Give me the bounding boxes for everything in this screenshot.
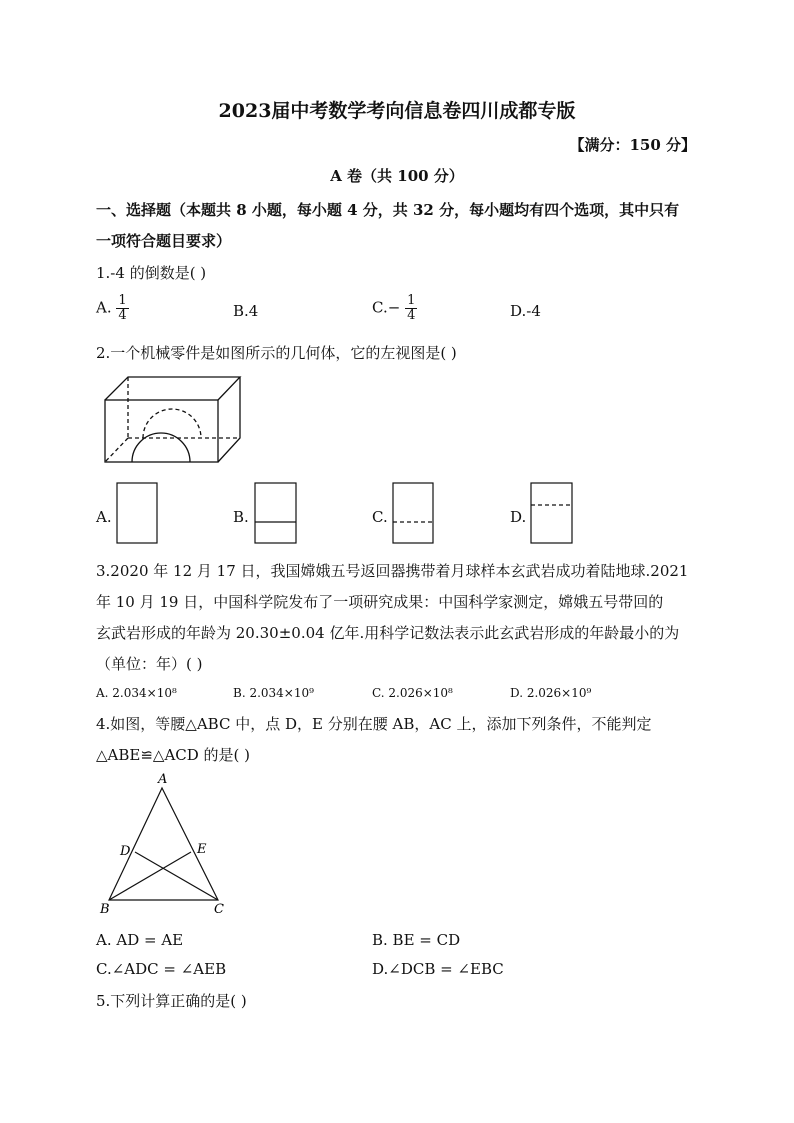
question-4-option-d[interactable]: D.∠DCB = ∠EBC: [372, 960, 504, 978]
question-4-line2: △ABE≌△ACD 的是( ): [96, 746, 251, 764]
question-1-option-d[interactable]: D.-4: [510, 302, 541, 320]
vertex-label-a: A: [158, 772, 168, 787]
question-4-line1: 4.如图，等腰△ABC 中，点 D，E 分别在腰 AB，AC 上，添加下列条件，不能判定: [96, 715, 652, 733]
paper-a-heading: A 卷（共 100 分）: [330, 167, 464, 185]
vertex-label-b: B: [100, 902, 110, 917]
page-title: 2023届中考数学考向信息卷四川成都专版: [218, 100, 576, 122]
question-3-line1: 3.2020 年 12 月 17 日，我国嫦娥五号返回器携带着月球样本玄武岩成功着陆地球.2021: [96, 562, 689, 580]
question-2-option-d-label[interactable]: D.: [510, 508, 527, 526]
point-label-e: E: [197, 842, 207, 857]
point-label-d: D: [120, 844, 131, 859]
question-3-option-b[interactable]: B. 2.034×10⁹: [233, 686, 314, 700]
fraction-numerator: 1: [118, 293, 127, 308]
question-1-option-b[interactable]: B.4: [233, 302, 259, 320]
question-2-stem: 2.一个机械零件是如图所示的几何体，它的左视图是( ): [96, 344, 457, 362]
question-3-option-c[interactable]: C. 2.026×10⁸: [372, 686, 453, 700]
question-4-option-b[interactable]: B. BE = CD: [372, 931, 461, 949]
section-heading-line2: 一项符合题目要求）: [96, 232, 232, 250]
vertex-label-c: C: [214, 902, 224, 917]
fraction-denominator: 4: [118, 308, 127, 323]
question-3-line4: （单位：年）( ): [96, 655, 203, 673]
full-score: 【满分：150 分】: [569, 136, 696, 154]
option-a-label: A.: [96, 298, 112, 317]
question-2-option-b-label[interactable]: B.: [233, 508, 249, 526]
question-4-option-a[interactable]: A. AD = AE: [96, 931, 184, 949]
option-c-label: C.−: [372, 298, 401, 317]
question-3-option-d[interactable]: D. 2.026×10⁹: [510, 686, 592, 700]
question-5-stem: 5.下列计算正确的是( ): [96, 992, 247, 1010]
question-2-option-a-label[interactable]: A.: [96, 508, 112, 526]
question-1-stem: 1.-4 的倒数是( ): [96, 264, 207, 282]
segment-eb: [109, 852, 191, 900]
section-heading-line1: 一、选择题（本题共 8 小题，每小题 4 分，共 32 分，每小题均有四个选项，其中只有: [96, 201, 680, 219]
question-4-option-c[interactable]: C.∠ADC = ∠AEB: [96, 960, 227, 978]
question-3-line2: 年 10 月 19 日，中国科学院发布了一项研究成果：中国科学家测定，嫦娥五号带回的: [96, 593, 664, 611]
fraction-numerator: 1: [407, 293, 416, 308]
question-2-option-c-label[interactable]: C.: [372, 508, 388, 526]
question-3-option-a[interactable]: A. 2.034×10⁸: [96, 686, 177, 700]
question-3-line3: 玄武岩形成的年龄为 20.30±0.04 亿年.用科学记数法表示此玄武岩形成的年龄最小的为: [96, 624, 680, 642]
fraction-denominator: 4: [407, 308, 416, 323]
